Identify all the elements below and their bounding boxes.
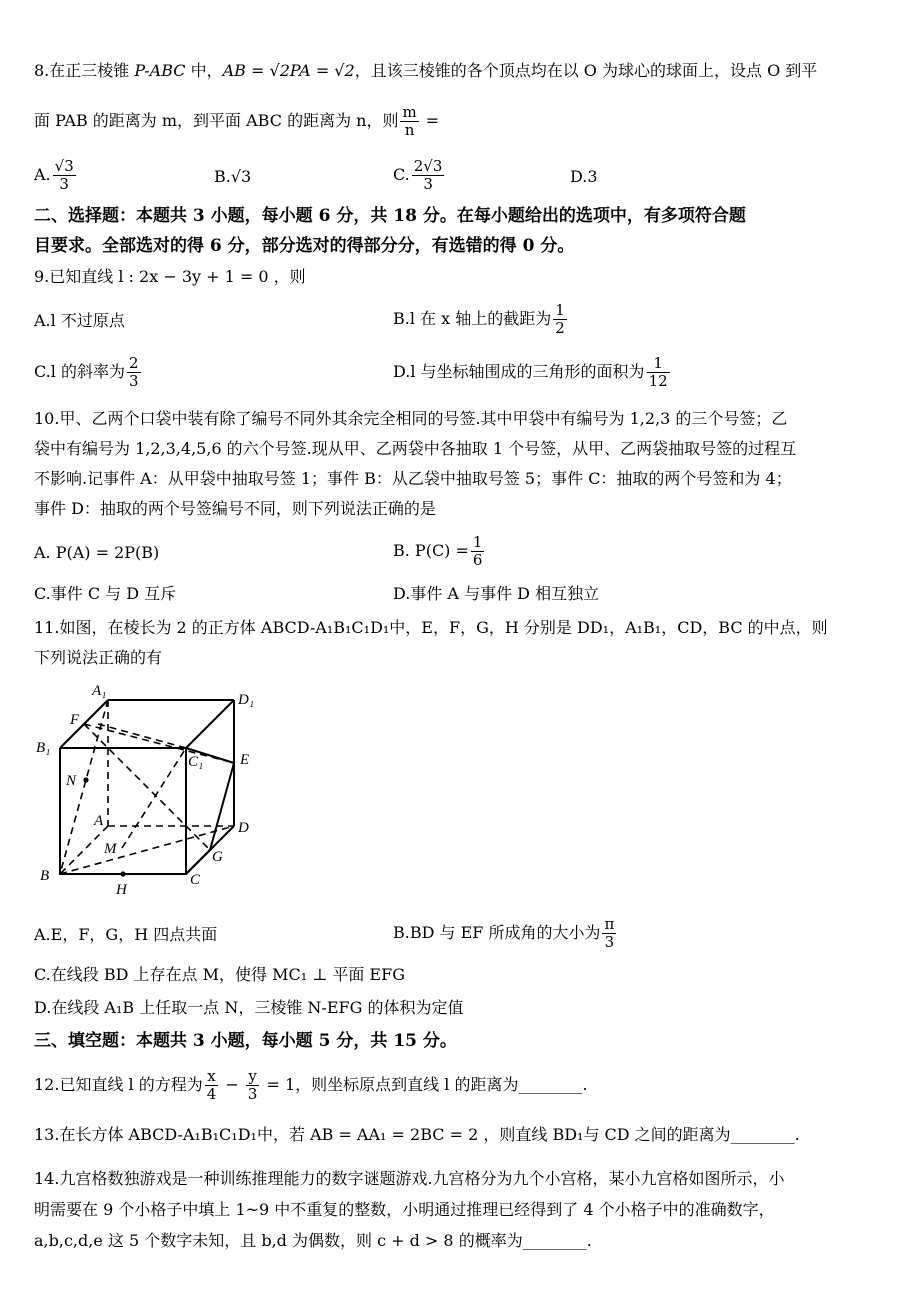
section2-header-line2: 目要求。全部选对的得 6 分，部分选对的得部分分，有选错的得 0 分。 bbox=[34, 236, 575, 256]
q8-option-d: D.3 bbox=[570, 167, 598, 186]
label-g: G bbox=[212, 849, 223, 865]
q14-line2: 明需要在 9 个小格子中填上 1~9 中不重复的整数，小明通过推理已经得到了 4 个小格子中的准确数字， bbox=[34, 1200, 775, 1219]
label-d1: D₁ bbox=[238, 692, 255, 708]
label-a1: A₁ bbox=[92, 683, 107, 699]
q14-line1: 14.九宫格数独游戏是一种训练推理能力的数字谜题游戏.九宫格分为九个小宫格，某小九宫格如图所示，小 bbox=[34, 1169, 785, 1188]
label-m: M bbox=[104, 841, 117, 857]
label-h: H bbox=[116, 882, 127, 898]
q8-fraction: $\frac{m}{n}$ bbox=[402, 103, 417, 139]
point-h-marker bbox=[120, 871, 125, 876]
q10-line1: 10.甲、乙两个口袋中装有除了编号不同外其余完全相同的号签.其中甲袋中有编号为 1,2,3 的三个号签；乙 bbox=[34, 409, 788, 428]
q11-option-b: B.BD 与 EF 所成角的大小为 $\frac{\pi}{3}$ bbox=[393, 915, 615, 951]
section2-header-line1: 二、选择题：本题共 3 小题，每小题 6 分，共 18 分。在每小题给出的选项中，有多项符合题 bbox=[34, 206, 746, 226]
q12-line: 12.已知直线 l 的方程为 $\frac{x}{4}$ − $\frac{y}{3}$ = 1，则坐标原点到直线 l 的距离为________. bbox=[34, 1067, 588, 1103]
q8-option-c: C. $\frac{2√3}{3}$ bbox=[393, 157, 443, 193]
label-c: C bbox=[190, 872, 201, 888]
point-n-marker bbox=[83, 777, 88, 782]
label-b1: B₁ bbox=[36, 740, 51, 756]
q10-line4: 事件 D：抽取的两个号签编号不同，则下列说法正确的是 bbox=[34, 499, 436, 518]
label-b: B bbox=[40, 868, 50, 884]
q9-option-c: C.l 的斜率为 $\frac{2}{3}$ bbox=[34, 354, 139, 390]
q11-option-c: C.在线段 BD 上存在点 M，使得 MC₁ ⊥ 平面 EFG bbox=[34, 965, 405, 984]
q9-option-a: A.l 不过原点 bbox=[34, 311, 125, 330]
cube-figure bbox=[32, 678, 260, 900]
q11-option-a: A.E，F，G，H 四点共面 bbox=[34, 925, 218, 944]
q10-line3: 不影响.记事件 A：从甲袋中抽取号签 1；事件 B：从乙袋中抽取号签 5；事件 C：抽取的两个号签和为 4； bbox=[34, 469, 792, 488]
label-f: F bbox=[70, 712, 80, 728]
label-e: E bbox=[240, 752, 250, 768]
q10-option-a: A. P(A) = 2P(B) bbox=[34, 543, 160, 562]
q11-line1: 11.如图，在棱长为 2 的正方体 ABCD-A₁B₁C₁D₁中，E，F，G，H 分别是 DD₁，A₁B₁，CD，BC 的中点，则 bbox=[34, 618, 828, 637]
q10-option-d: D.事件 A 与事件 D 相互独立 bbox=[393, 584, 600, 603]
q11-option-d: D.在线段 A₁B 上任取一点 N，三棱锥 N-EFG 的体积为定值 bbox=[34, 998, 464, 1017]
q13-line: 13.在长方体 ABCD-A₁B₁C₁D₁中，若 AB = AA₁ = 2BC = 2 ，则直线 BD₁与 CD 之间的距离为________. bbox=[34, 1125, 800, 1144]
q8-line1: 8.在正三棱锥 P-ABC 中，AB = √2PA = √2，且该三棱锥的各个顶点均在以 O 为球心的球面上，设点 O 到平 bbox=[34, 61, 818, 80]
q8-line2: 面 PAB 的距离为 m，到平面 ABC 的距离为 n，则 $\frac{m}{n}$ = bbox=[34, 103, 440, 139]
label-n: N bbox=[66, 773, 77, 789]
q9-option-b: B.l 在 x 轴上的截距为 $\frac{1}{2}$ bbox=[393, 301, 565, 337]
section3-header: 三、填空题：本题共 3 小题，每小题 5 分，共 15 分。 bbox=[34, 1031, 457, 1051]
q8-option-a: A. $\frac{√3}{3}$ bbox=[34, 157, 74, 193]
label-c1: C₁ bbox=[188, 754, 204, 770]
q10-option-c: C.事件 C 与 D 互斥 bbox=[34, 584, 177, 603]
q14-line3: a,b,c,d,e 这 5 个数字未知，且 b,d 为偶数，则 c + d > 8 的概率为________. bbox=[34, 1231, 592, 1250]
q10-line2: 袋中有编号为 1,2,3,4,5,6 的六个号签.现从甲、乙两袋中各抽取 1 个号签，从甲、乙两袋抽取号签的过程互 bbox=[34, 439, 797, 458]
q11-line2: 下列说法正确的有 bbox=[34, 648, 163, 667]
label-d: D bbox=[238, 820, 249, 836]
label-a: A bbox=[94, 813, 104, 829]
q10-option-b: B. P(C) = $\frac{1}{6}$ bbox=[393, 533, 483, 569]
q9-stem: 9.已知直线 l : 2x − 3y + 1 = 0 ，则 bbox=[34, 267, 306, 286]
q8-option-b: B.√3 bbox=[214, 167, 252, 186]
q9-option-d: D.l 与坐标轴围成的三角形的面积为 $\frac{1}{12}$ bbox=[393, 354, 668, 390]
